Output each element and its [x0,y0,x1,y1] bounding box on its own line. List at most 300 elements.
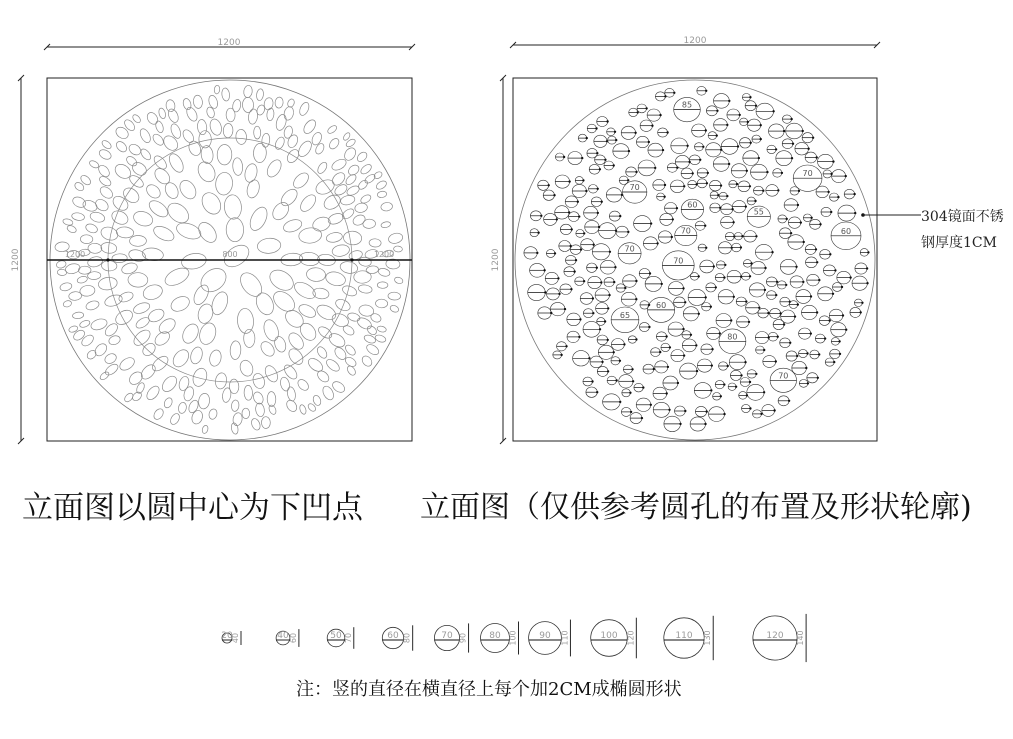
right-hole-tick [723,413,725,415]
right-hole-tick [688,161,690,163]
left-hole [151,132,165,147]
right-hole-tick [766,171,768,173]
left-hole [167,151,187,174]
left-hole [197,119,208,135]
right-hole-tick [853,193,855,195]
right-hole-tick [779,312,781,314]
right-hole-tick [606,120,608,122]
left-hole [56,260,67,269]
right-hole-tick [579,318,581,320]
right-hole-size-label: 70 [624,244,635,254]
left-hole [223,123,233,138]
right-hole-tick [788,400,790,402]
left-hole [291,170,312,191]
right-hole-tick [810,332,812,334]
right-hole-tick [585,190,587,192]
left-hole [253,290,277,317]
right-hole-tick [790,232,792,234]
right-hole-tick [829,319,831,321]
right-hole-tick [635,280,637,282]
right-hole-tick [560,354,562,356]
right-hole-tick [648,141,650,143]
right-hole-tick [543,269,545,271]
right-hole-tick [565,345,567,347]
right-hole-tick [683,185,685,187]
left-hole [201,425,209,434]
left-hole [354,270,372,283]
left-hole [150,354,171,374]
left-hole [80,333,96,348]
left-hole [314,142,326,155]
left-hole [328,137,341,151]
left-hole [314,302,338,323]
right-hole-tick [720,184,722,186]
left-hole [341,284,358,298]
right-hole-tick [748,321,750,323]
legend-vertical-label: 130 [703,630,713,646]
left-hole [129,235,146,246]
left-hole [324,357,341,373]
right-hole-tick [792,143,794,145]
left-hole [189,346,204,366]
left-hole [369,312,382,324]
right-hole-tick [763,349,765,351]
right-hole-tick [654,167,656,169]
right-hole-tick [830,211,832,213]
right-hole-tick [775,294,777,296]
left-hole [217,144,232,165]
left-hole [195,219,220,246]
right-hole-size-label: 70 [629,183,640,192]
left-hole [130,160,149,178]
left-hole [62,218,73,226]
right-hole-tick [866,267,868,269]
left-hole [159,373,179,394]
right-hole-tick [710,306,712,308]
right-hole-tick [783,323,785,325]
left-hole [144,182,163,201]
right-hole-tick [815,248,817,250]
left-hole [121,185,142,206]
right-hole-tick [837,196,839,198]
left-hole [363,334,377,345]
legend-vertical-label: 120 [626,630,636,646]
right-hole-tick [615,139,617,141]
left-hole [255,402,266,417]
right-hole-tick [732,221,734,223]
left-hole [99,370,110,381]
right-hole-tick [577,201,579,203]
right-hole-tick [671,236,673,238]
right-hole-tick [661,283,663,285]
right-hole-tick [767,312,769,314]
right-hole-tick [706,410,708,412]
left-hole [242,408,250,418]
left-hole [84,222,98,234]
left-hole [72,328,87,342]
right-hole-tick [677,382,679,384]
right-hole-tick [829,253,831,255]
left-hole [279,376,291,392]
left-hole [198,189,224,217]
left-hole [357,179,369,191]
right-hole-tick [724,264,726,266]
left-hole [256,88,264,101]
right-hole-tick [651,125,653,127]
left-hole [104,362,120,377]
hole-size-legend [221,614,806,662]
left-hole [156,316,178,336]
left-hole [197,321,218,347]
right-hole-tick [827,191,829,193]
left-hole [298,192,319,214]
left-hole [114,125,131,141]
right-hole-tick [635,171,637,173]
right-hole-tick [641,417,643,419]
left-hole [359,163,373,176]
right-hole-tick [711,364,713,366]
right-hole-tick [648,326,650,328]
right-hole-tick [600,281,602,283]
right-hole-tick [597,188,599,190]
left-hole [170,347,192,370]
left-hole [343,231,362,246]
right-hole-tick [711,348,713,350]
left-hole [267,391,276,406]
right-hole-size-label: 70 [778,371,789,381]
right-hole-tick [550,312,552,314]
right-hole-tick [802,281,804,283]
right-hole-tick [716,110,718,112]
right-hole-tick [717,194,719,196]
right-hole-tick [777,336,779,338]
right-hole-tick [592,312,594,314]
right-hole-tick [746,394,748,396]
left-hole [178,375,191,391]
right-hole-tick [750,262,752,264]
right-hole-tick [768,336,770,338]
right-hole-tick [838,340,840,342]
right-hole-tick [676,207,678,209]
left-hole [306,267,326,282]
right-hole-tick [614,266,616,268]
left-hole [347,312,361,323]
left-hole [325,231,343,243]
right-hole-tick [669,346,671,348]
left-hole [283,106,295,121]
right-hole-tick [790,118,792,120]
right-hole-size-label: 60 [840,226,852,236]
right-hole-tick [632,380,634,382]
left-hole [114,140,128,154]
right-hole-size-label: 85 [681,100,693,110]
left-hole [125,155,139,168]
right-hole-tick [833,361,835,363]
right-hole-tick [628,150,630,152]
right-hole-tick [749,407,751,409]
right-hole-tick [720,149,722,151]
legend-horizontal-label: 110 [675,631,693,641]
right-caption: 立面图（仅供参考圆孔的布置及形状轮廓) [420,490,972,525]
left-hole [278,186,300,208]
left-hole [101,139,113,150]
left-hole [324,270,347,288]
legend-vertical-label: 80 [402,632,412,644]
left-hole [261,133,270,148]
legend-horizontal-label: 80 [489,631,501,641]
right-hole-tick [760,413,762,415]
right-hole-tick [627,231,629,233]
right-hole-size-label: 60 [656,300,667,310]
right-hole-tick [601,361,603,363]
right-hole-tick [695,183,697,185]
right-hole-tick [786,218,788,220]
left-hole [301,118,317,136]
left-hole [247,204,271,233]
right-hole-tick [668,409,670,411]
left-hole [79,319,91,328]
right-hole-tick [588,357,590,359]
right-hole-tick [682,328,684,330]
right-hole-tick [649,272,651,274]
right-hole-tick [663,196,665,198]
left-hole [266,266,297,295]
left-dim-height-label: 1200 [11,248,21,272]
right-hole-tick [819,223,821,225]
right-hole-tick [764,289,766,291]
right-hole-tick [806,352,808,354]
left-hole [116,226,134,238]
right-hole-tick [634,132,636,134]
right-hole-tick [733,296,735,298]
left-hole [169,412,182,426]
right-hole-tick [604,159,606,161]
right-hole-tick [727,365,729,367]
right-hole-tick [573,270,575,272]
left-hole [198,393,211,410]
right-hole-tick [798,190,800,192]
right-hole-tick [760,124,762,126]
left-hole [196,264,230,297]
left-hole [132,301,151,316]
right-hole-tick [816,156,818,158]
right-hole-tick [728,100,730,102]
left-center-dim-1: 1200 [64,250,86,259]
right-hole-tick [595,127,597,129]
right-hole-tick [845,329,847,331]
left-hole [263,364,280,384]
right-hole-tick [861,302,863,304]
legend-horizontal-label: 100 [600,631,618,641]
left-hole [80,235,93,244]
right-hole-tick [740,374,742,376]
right-hole-tick [619,215,621,217]
right-hole-tick [665,335,667,337]
material-note-line-2: 钢厚度1CM [921,235,997,251]
left-hole [321,384,336,401]
right-hole-size-label: 65 [619,310,631,320]
left-hole [195,159,219,185]
right-hole-tick [666,131,668,133]
left-hole [377,267,390,277]
right-hole-tick [619,360,621,362]
left-hole [273,335,288,353]
right-hole-size-label: 55 [753,207,764,217]
right-hole-tick [575,259,577,261]
left-hole [327,211,345,226]
right-hole-tick [758,157,760,159]
right-hole-tick [596,267,598,269]
left-hole [118,290,135,304]
right-hole-tick [698,313,700,315]
left-hole [244,385,253,400]
footnote: 注：竖的直径在横直径上每个加2CM成椭圆形状 [296,679,682,700]
right-hole-tick [544,291,546,293]
material-note-line-1: 304镜面不锈 [921,209,1004,225]
left-hole [326,124,338,135]
right-hole-tick [777,189,779,191]
left-hole [261,318,281,343]
left-hole [79,174,92,187]
right-hole-size-label: 60 [687,200,698,210]
right-hole-tick [656,242,658,244]
right-hole-pattern [524,86,870,431]
right-hole-tick [720,395,722,397]
left-hole [72,312,84,320]
right-hole-tick [797,303,799,305]
left-hole [316,325,333,341]
right-hole-tick [755,235,757,237]
right-hole-tick [802,130,804,132]
left-hole [330,157,348,172]
right-hole-tick [739,114,741,116]
left-hole [388,292,401,300]
left-hole [351,213,366,227]
legend-vertical-label: 70 [343,632,353,644]
right-hole-tick [775,360,777,362]
left-hole [154,120,164,134]
left-hole [341,324,355,337]
right-hole-tick [548,184,550,186]
left-hole [144,384,161,402]
left-hole [283,125,294,139]
right-hole-tick [684,410,686,412]
left-hole [270,288,299,316]
legend-vertical-label: 100 [508,630,518,646]
right-hole-tick [849,276,851,278]
right-hole-tick [684,301,686,303]
right-hole-tick [824,337,826,339]
left-hole [316,161,329,175]
right-hole-tick [586,137,588,139]
right-hole-tick [608,294,610,296]
right-hole-tick [810,295,812,297]
left-hole [315,345,328,360]
right-hole-tick [783,130,785,132]
left-hole [331,243,350,257]
right-hole-tick [564,308,566,310]
left-hole [298,227,322,245]
left-hole [296,377,311,392]
right-hole-tick [624,287,626,289]
right-hole-tick [705,247,707,249]
right-hole-tick [607,307,609,309]
left-hole [251,372,266,390]
left-hole [208,349,223,367]
left-hole [270,199,292,222]
right-hole-tick [705,129,707,131]
left-hole [71,195,87,209]
left-hole [366,324,378,336]
right-hole-tick [741,235,743,237]
right-hole-tick [604,320,606,322]
left-hole [286,386,296,401]
left-hole [110,193,130,213]
left-hole [120,261,138,275]
left-hole [128,272,148,287]
left-hole [374,334,386,344]
right-hole-tick [601,201,603,203]
left-hole [139,147,153,161]
right-hole-tick [812,137,814,139]
left-hole [164,199,192,227]
left-hole [190,409,204,425]
left-hole [230,341,242,360]
left-hole [62,300,72,308]
left-hole [232,99,242,113]
left-hole [232,157,243,175]
right-hole-tick [629,392,631,394]
left-hole [282,217,304,234]
right-hole-tick [615,379,617,381]
left-hole [264,157,284,179]
right-hole-tick [791,157,793,159]
left-hole [71,212,85,221]
left-hole [110,208,131,227]
right-hole-tick [772,110,774,112]
left-hole [191,366,209,388]
right-hole-tick [755,105,757,107]
legend-horizontal-label: 40 [277,631,289,641]
right-hole-tick [599,168,601,170]
left-hole [208,408,218,420]
right-hole-tick [631,368,633,370]
right-hole-tick [746,170,748,172]
right-hole-tick [816,311,818,313]
right-hole-tick [596,391,598,393]
left-hole [214,85,220,94]
left-hole [297,320,319,343]
right-hole-tick [704,423,706,425]
left-hole [286,133,299,149]
right-hole-tick [613,281,615,283]
left-hole [223,194,242,220]
left-hole [221,88,230,102]
left-hole [299,404,308,415]
left-hole [261,417,270,429]
right-hole-tick [536,252,538,254]
right-hole-tick [795,266,797,268]
right-hole-tick [583,232,585,234]
left-hole [365,342,381,356]
left-hole [66,224,77,234]
right-hole-tick [845,175,847,177]
left-hole [123,118,137,132]
left-hole [310,131,323,146]
right-hole-tick [818,279,820,281]
left-hole [389,304,400,313]
right-hole-tick [650,404,652,406]
